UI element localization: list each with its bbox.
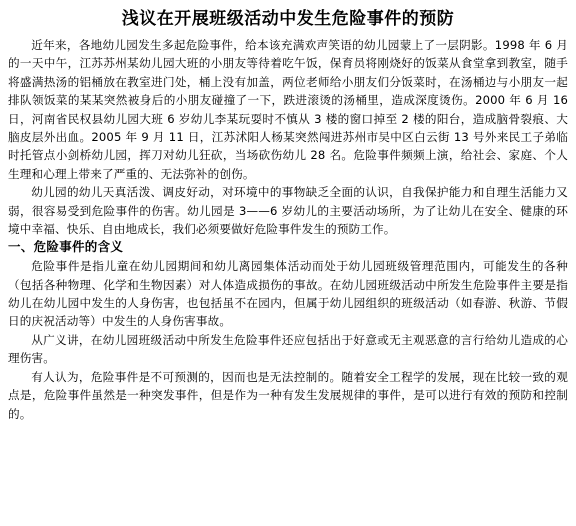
section-paragraph-3: 有人认为，危险事件是不可预测的，因而也是无法控制的。随着安全工程学的发展，现在比较一致的观点是，危险事件虽然是一种突发事件，但是作为一种有发生发展规律的事件，是可以进行有效的预防和控制的。 bbox=[8, 369, 568, 421]
section-paragraph-1: 危险事件是指儿童在幼儿园期间和幼儿离园集体活动而处于幼儿园班级管理范围内，可能发生的各种（包括各种物理、化学和生物因素）对人体造成损伤的事故。在幼儿园班级活动中所发生危险事件主要是指幼儿在幼儿园中发生的人身伤害，也包括虽不在园内，但属于幼儿园组织的班级活动（如春游、秋游、节假日的庆祝活动等）中发生的人身伤害事故。 bbox=[8, 259, 568, 329]
section-heading: 一、危险事件的含义 bbox=[8, 239, 124, 255]
intro-paragraph-1: 近年来，各地幼儿园发生多起危险事件，给本该充满欢声笑语的幼儿园蒙上了一层阴影。1998 年 6 月的一天中午，江苏苏州某幼儿园大班的小朋友等待着吃午饭，保育员将刚烧好的饭菜从食堂拿到教室，随手将盛满热汤的铝桶放在教室进门处，桶上没有加盖，两位老师给小朋友们分饭菜时，在汤桶边与小朋友一起排队领饭菜的某某突然被身后的小朋友碰撞了一下，跌进滚烫的汤桶里，造成深度烫伤。2000 年 6 月 16 日，河南省民权县幼儿园大班 6 岁幼儿李某玩耍时不慎从 3 楼的窗口掉至 2 楼的阳台，造成脑骨裂痕、大脑皮层外出血。2005 年 9 月 11 日，江苏沭阳人杨某突然闯进苏州市吴中区白云街 13 号外来民工子弟临时托管点小剑桥幼儿园，挥刀对幼儿狂砍，当场砍伤幼儿 28 名。危险事件频频上演，给社会、家庭、个人生理和心理上带来了严重的、无法弥补的创伤。 bbox=[8, 38, 568, 181]
intro-paragraph-2: 幼儿园的幼儿天真活泼、调皮好动，对环境中的事物缺乏全面的认识，自我保护能力和自理生活能力又弱，很容易受到危险事件的伤害。幼儿园是 3——6 岁幼儿的主要活动场所，为了让幼儿在安全、健康的环境中幸福、快乐、自由地成长，我们必须要做好危险事件发生的预防工作。 bbox=[8, 185, 568, 237]
document-title: 浅议在开展班级活动中发生危险事件的预防 bbox=[121, 9, 455, 29]
section-paragraph-2: 从广义讲，在幼儿园班级活动中所发生危险事件还应包括出于好意或无主观恶意的言行给幼儿造成的心理伤害。 bbox=[8, 332, 568, 366]
